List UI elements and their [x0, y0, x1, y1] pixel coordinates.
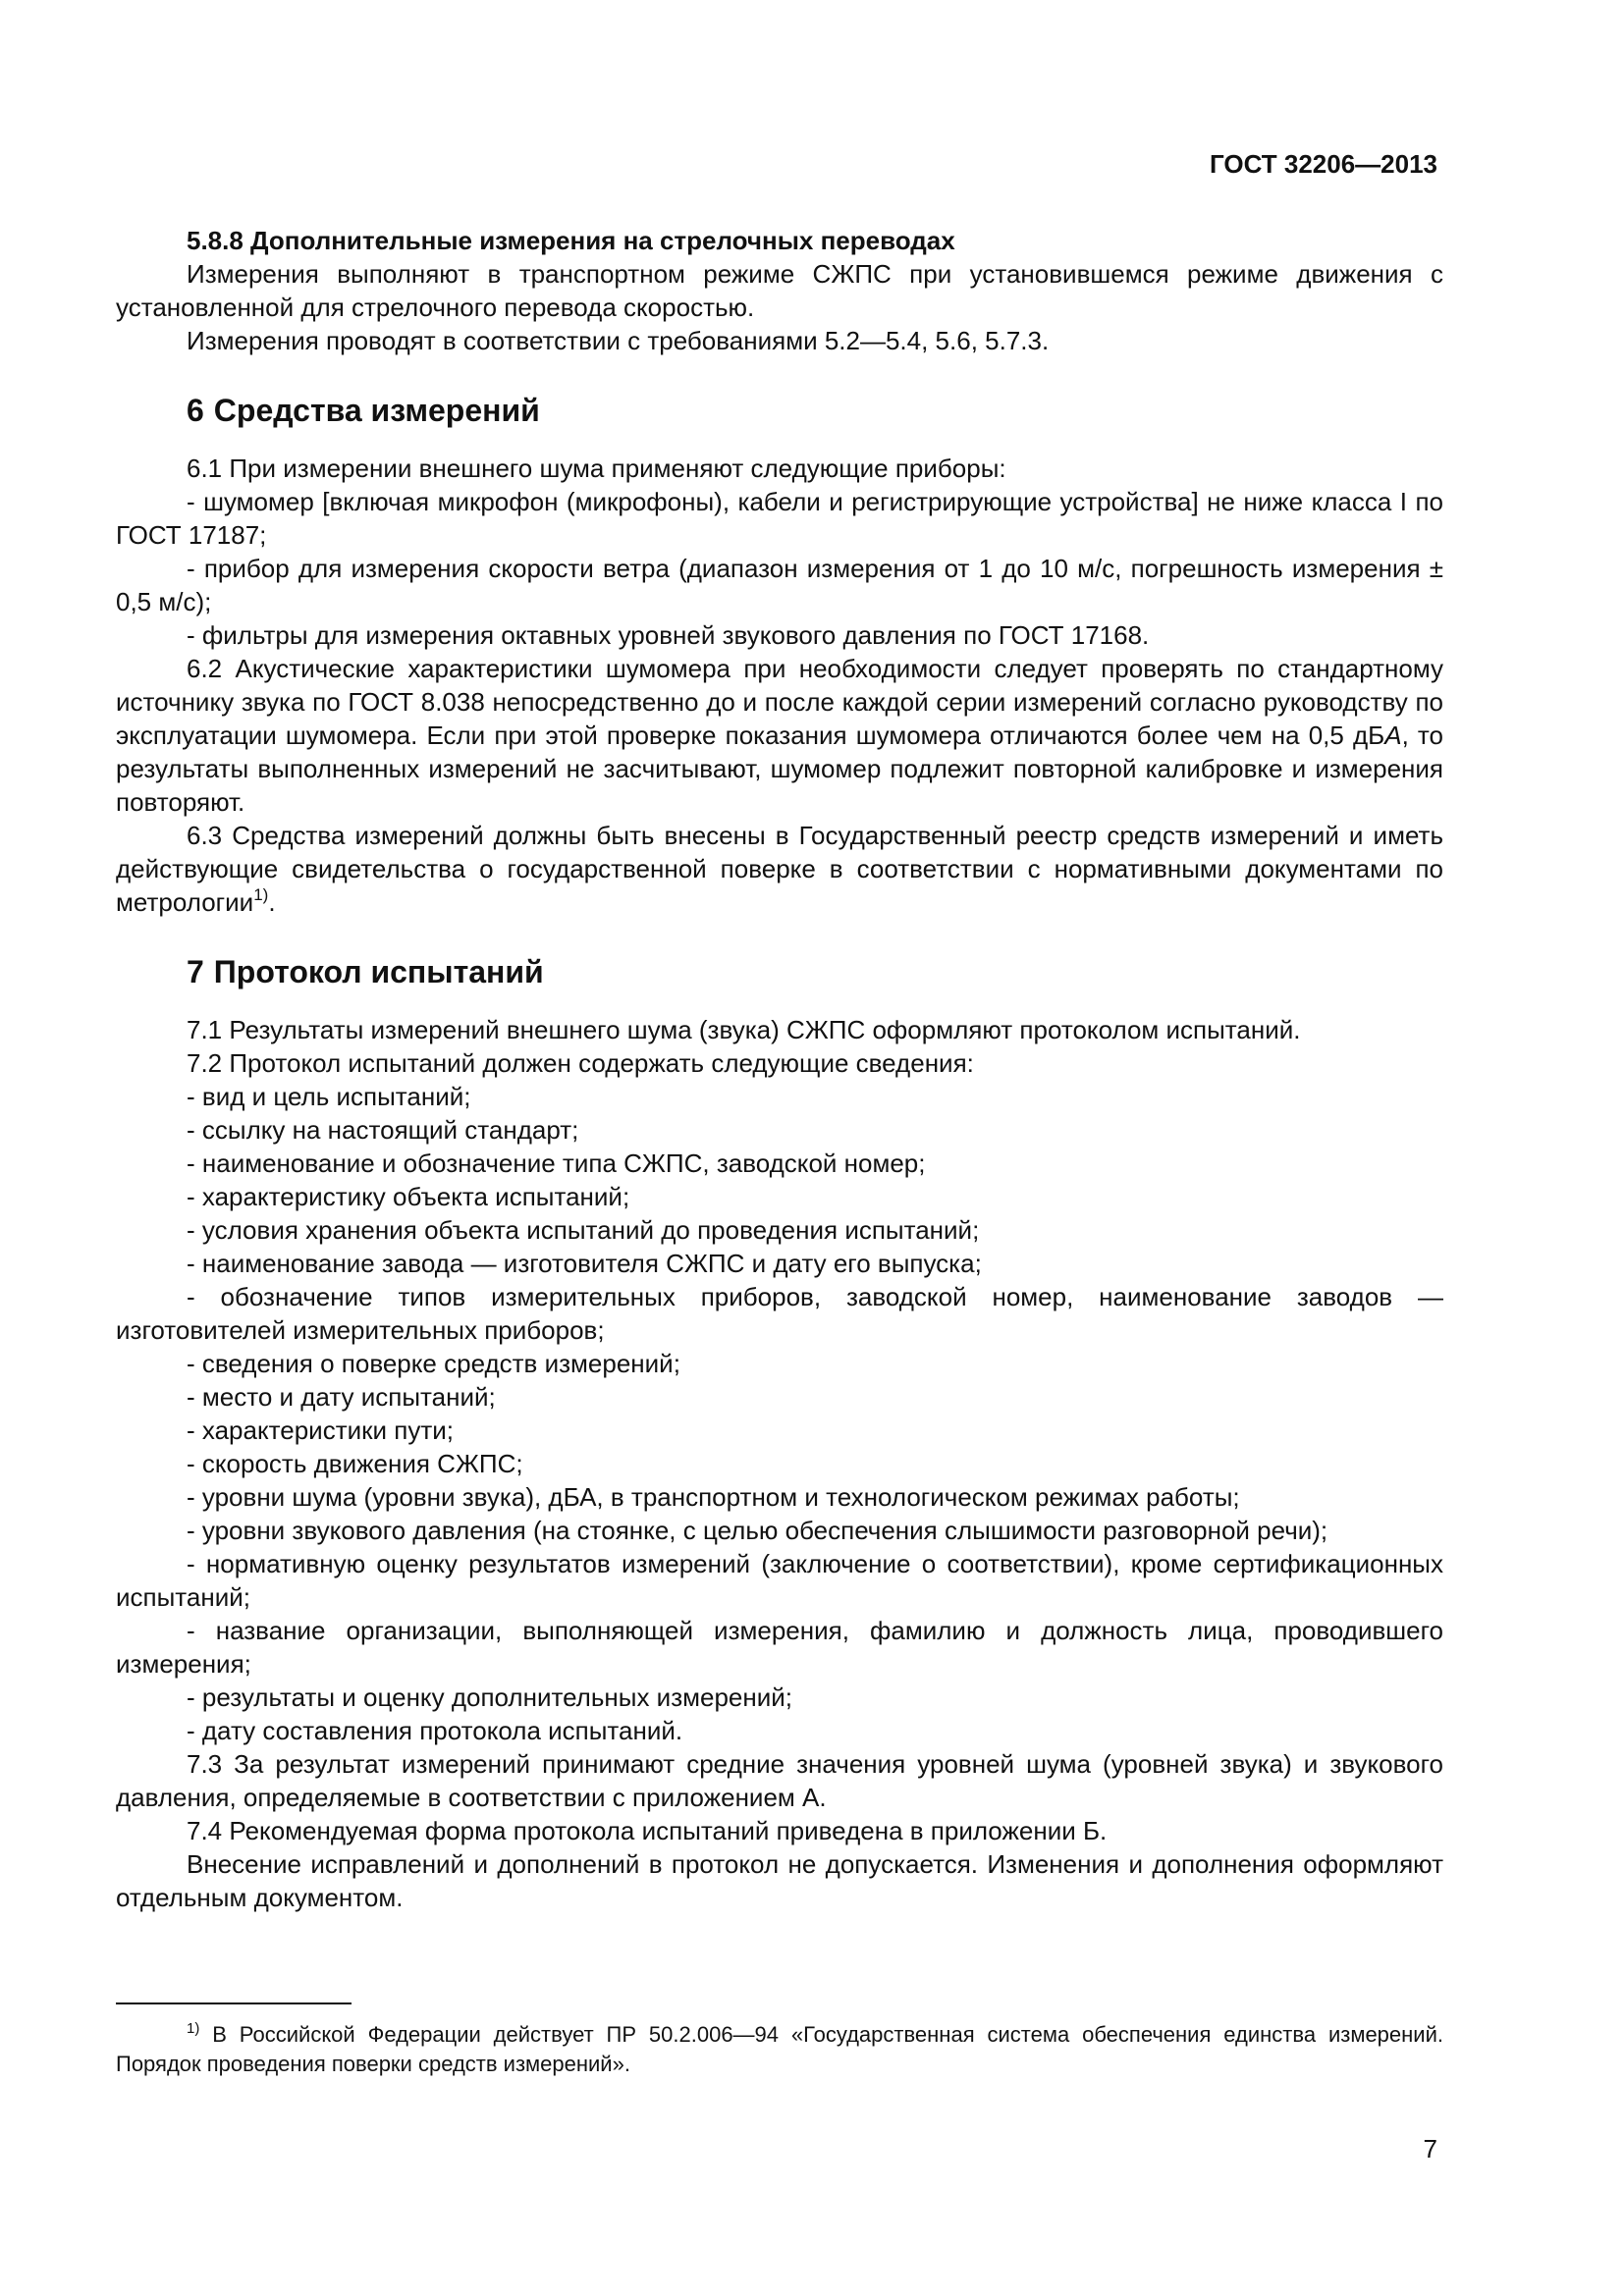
paragraph-6-2: [116, 652, 1443, 819]
section-title: Протокол испытаний: [213, 954, 544, 989]
document-code-header: ГОСТ 32206—2013: [1210, 149, 1437, 179]
list-item-7-2: - уровни звукового давления (на стоянке, с целью обеспечения слышимости разговорной речи);: [187, 1516, 1328, 1545]
paragraph-5-8-8-2: Измерения проводят в соответствии с требованиями 5.2—5.4, 5.6, 5.7.3.: [187, 326, 1050, 355]
footnote-reference[interactable]: 1): [253, 885, 269, 904]
document-body: [116, 224, 1443, 1914]
list-item-7-2: - наименование и обозначение типа СЖПС, заводской номер;: [187, 1148, 926, 1178]
italic-letter: А: [1384, 721, 1402, 750]
page-number: 7: [1423, 2134, 1437, 2163]
list-item-7-2: - наименование завода — изготовителя СЖПС и дату его выпуска;: [187, 1249, 982, 1278]
paragraph-7-2: 7.2 Протокол испытаний должен содержать следующие сведения:: [187, 1048, 974, 1078]
paragraph-5-8-8-1: Измерения выполняют в транспортном режиме СЖПС при установившемся режиме движения с установленной для стрелочного перевода скоростью.: [116, 259, 1443, 322]
section-heading-6: [116, 391, 1443, 430]
list-item-7-2: - условия хранения объекта испытаний до проведения испытаний;: [187, 1215, 980, 1245]
paragraph-7-4: 7.4 Рекомендуемая форма протокола испытаний приведена в приложении Б.: [187, 1816, 1108, 1845]
list-item-6-1: - шумомер [включая микрофон (микрофоны), кабели и регистрирующие устройства] не ниже класса I по ГОСТ 17187;: [116, 487, 1443, 550]
footnote-body: В Российской Федерации действует ПР 50.2.006—94 «Государственная система обеспечения единства измерений. Порядок проведения поверки средств измерений».: [116, 2022, 1443, 2076]
section-title: Средства измерений: [213, 393, 540, 428]
list-item-7-2: - дату составления протокола испытаний.: [187, 1716, 683, 1745]
list-item-7-2: - место и дату испытаний;: [187, 1382, 496, 1412]
paragraph-text: 6.2 Акустические характеристики шумомера при необходимости следует проверять по стандартному источнику звука по ГОСТ 8.038 непосредственно до и после каждой серии измерений согласно руководству по эксплуатации шумомера. Если при этой проверке показания шумомера отличаются более чем на 0,5 дБ: [116, 654, 1443, 750]
list-item-7-2: - сведения о поверке средств измерений;: [187, 1349, 680, 1378]
list-item-7-2: - результаты и оценку дополнительных измерений;: [187, 1682, 792, 1712]
list-item-7-2: - название организации, выполняющей измерения, фамилию и должность лица, проводившего измерения;: [116, 1616, 1443, 1679]
list-item-7-2: - скорость движения СЖПС;: [187, 1449, 523, 1478]
list-item-7-2: - вид и цель испытаний;: [187, 1082, 471, 1111]
subsection-heading-5-8-8: 5.8.8 Дополнительные измерения на стрелочных переводах: [187, 226, 955, 255]
footnote-text: [116, 2020, 1443, 2079]
paragraph-6-3: [116, 819, 1443, 919]
paragraph-7-1: 7.1 Результаты измерений внешнего шума (звука) СЖПС оформляют протоколом испытаний.: [187, 1015, 1301, 1044]
section-heading-7: [116, 952, 1443, 991]
paragraph-7-5: Внесение исправлений и дополнений в протокол не допускается. Изменения и дополнения оформляют отдельным документом.: [116, 1849, 1443, 1912]
list-item-7-2: - нормативную оценку результатов измерений (заключение о соответствии), кроме сертификационных испытаний;: [116, 1549, 1443, 1612]
section-number: 7: [187, 954, 204, 989]
paragraph-text: , то результаты выполненных измерений не засчитывают, шумомер подлежит повторной калибровке и измерения повторяют.: [116, 721, 1443, 817]
paragraph-7-3: 7.3 За результат измерений принимают средние значения уровней шума (уровней звука) и звукового давления, определяемые в соответствии с приложением А.: [116, 1749, 1443, 1812]
footnote-divider: [116, 2002, 352, 2004]
list-item-7-2: - обозначение типов измерительных приборов, заводской номер, наименование заводов — изготовителей измерительных приборов;: [116, 1282, 1443, 1345]
list-item-7-2: - уровни шума (уровни звука), дБА, в транспортном и технологическом режимах работы;: [187, 1482, 1240, 1512]
list-item-6-1: - фильтры для измерения октавных уровней звукового давления по ГОСТ 17168.: [187, 620, 1150, 650]
footnote-mark: 1): [187, 2020, 200, 2037]
footnote: [116, 2020, 1443, 2079]
list-item-7-2: - характеристику объекта испытаний;: [187, 1182, 630, 1211]
paragraph-6-1: 6.1 При измерении внешнего шума применяют следующие приборы:: [187, 454, 1006, 483]
list-item-7-2: - характеристики пути;: [187, 1415, 454, 1445]
list-item-7-2: - ссылку на настоящий стандарт;: [187, 1115, 579, 1145]
paragraph-text: .: [268, 887, 276, 917]
section-number: 6: [187, 393, 204, 428]
list-item-6-1: - прибор для измерения скорости ветра (диапазон измерения от 1 до 10 м/с, погрешность измерения ± 0,5 м/с);: [116, 554, 1443, 616]
paragraph-text: 6.3 Средства измерений должны быть внесены в Государственный реестр средств измерений и иметь действующие свидетельства о государственной поверке в соответствии с нормативными документами по метрологии: [116, 821, 1443, 917]
